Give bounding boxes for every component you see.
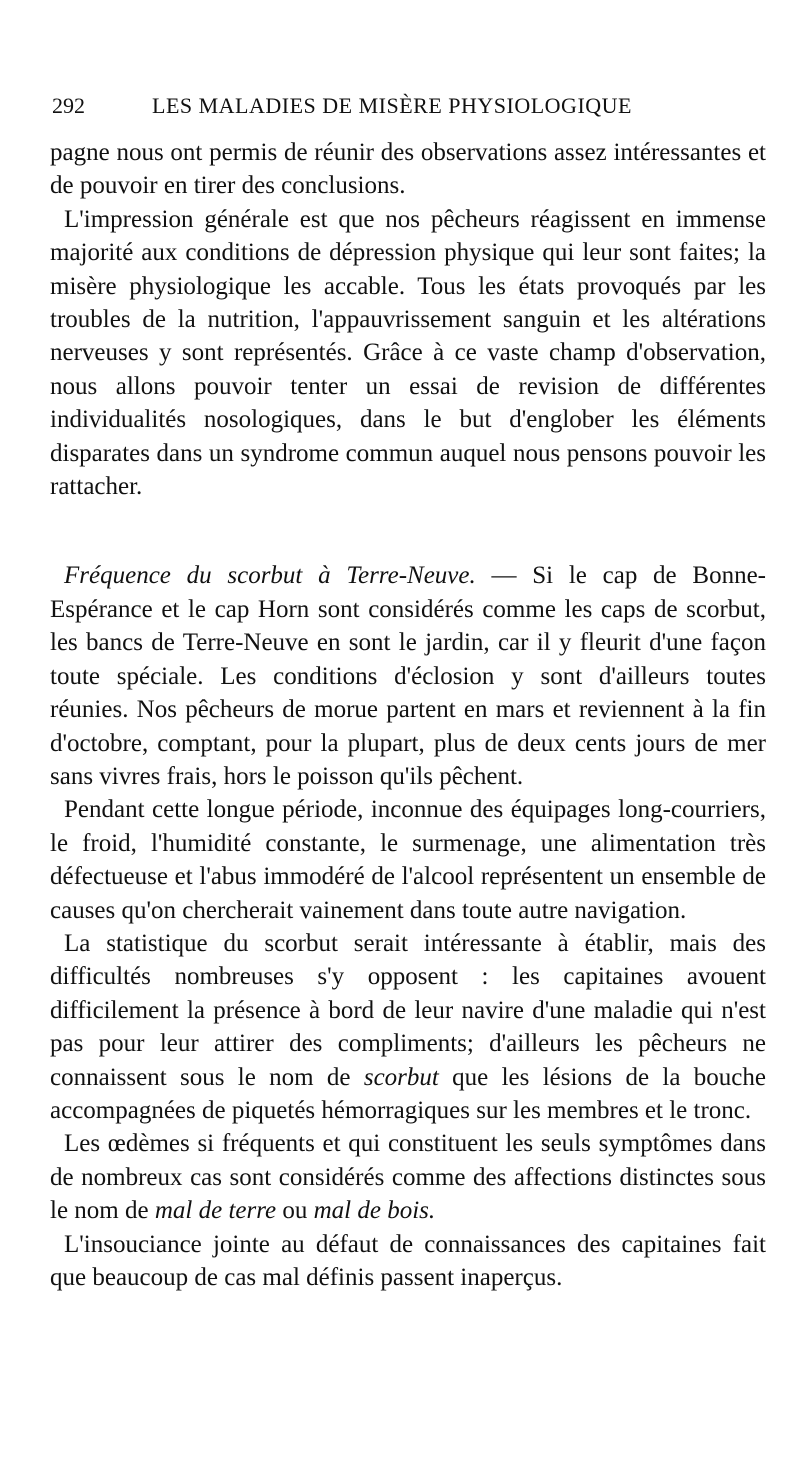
paragraph-3 <box>50 559 766 793</box>
running-header <box>52 92 764 120</box>
paragraph-1: pagne nous ont permis de réunir des observations assez intéressantes et de pouvoir en tirer des conclusions. <box>50 139 766 200</box>
paragraph-7: L'insouciance jointe au défaut de connaissances des capitaines fait que beaucoup de cas mal définis passent inaperçus. <box>50 1230 766 1291</box>
paragraph-5 <box>50 927 766 1127</box>
paragraph-4: Pendant cette longue période, inconnue des équipages long-courriers, le froid, l'humidité constante, le surmenage, une alimentation très défectueuse et l'abus immodéré de l'alcool représentent un ensemble de causes qu'on chercherait vainement dans toute autre navigation. <box>50 796 766 924</box>
emphasis-mal-de-bois: mal de bois. <box>313 1197 436 1225</box>
paragraph-5-text-b: que les lésions de la bouche accompagnées de piquetés hémorragiques sur les membres et le tronc. <box>50 1063 766 1124</box>
section-title: Fréquence du scorbut à Terre-Neuve. <box>64 562 476 590</box>
paragraph-5-text-a: La statistique du scorbut serait intéressante à établir, mais des difficultés nombreuses s'y opposent : les capitaines avouent difficilement la présence à bord de leur navire d'une maladie qui n'est pas pour leur attirer des compliments; d'ailleurs les pêcheurs ne connaissent sous le nom de <box>50 929 766 1091</box>
paragraph-6-text-a: Les œdèmes si fréquents et qui constituent les seuls symptômes dans de nombreux cas sont considérés comme des affections distinctes sous le nom de <box>50 1130 766 1225</box>
paragraph-6 <box>50 1127 766 1227</box>
page-number: 292 <box>52 93 85 118</box>
paragraph-3-text: — Si le cap de Bonne-Espérance et le cap Horn sont considérés comme les caps de scorbut, les bancs de Terre-Neuve en sont le jardin, car il y fleurit d'une façon toute spéciale. Les conditions d'éclosion y sont d'ailleurs toutes réunies. Nos pêcheurs de morue partent en mars et reviennent à la fin d'octobre, comptant, pour la plupart, plus de deux cents jours de mer sans vivres frais, hors le poisson qu'ils pêchent. <box>50 562 766 790</box>
emphasis-scorbut: scorbut <box>363 1063 439 1091</box>
running-title: LES MALADIES DE MISÈRE PHYSIOLOGIQUE <box>152 93 632 118</box>
emphasis-mal-de-terre: mal de terre <box>154 1197 277 1225</box>
paragraph-2: L'impression générale est que nos pêcheurs réagissent en immense majorité aux conditions de dépression physique qui leur sont faites; la misère physiologique les accable. Tous les états provoqués par les troubles de la nutrition, l'appauvrissement sanguin et les altérations nerveuses y sont représentés. Grâce à ce vaste champ d'observation, nous allons pouvoir tenter un essai de revision de différentes individualités nosologiques, dans le but d'englober les éléments disparates dans un syndrome commun auquel nous pensons pouvoir les rattacher. <box>50 205 766 501</box>
page-body <box>50 136 766 1294</box>
paragraph-6-text-mid: ou <box>276 1197 314 1225</box>
